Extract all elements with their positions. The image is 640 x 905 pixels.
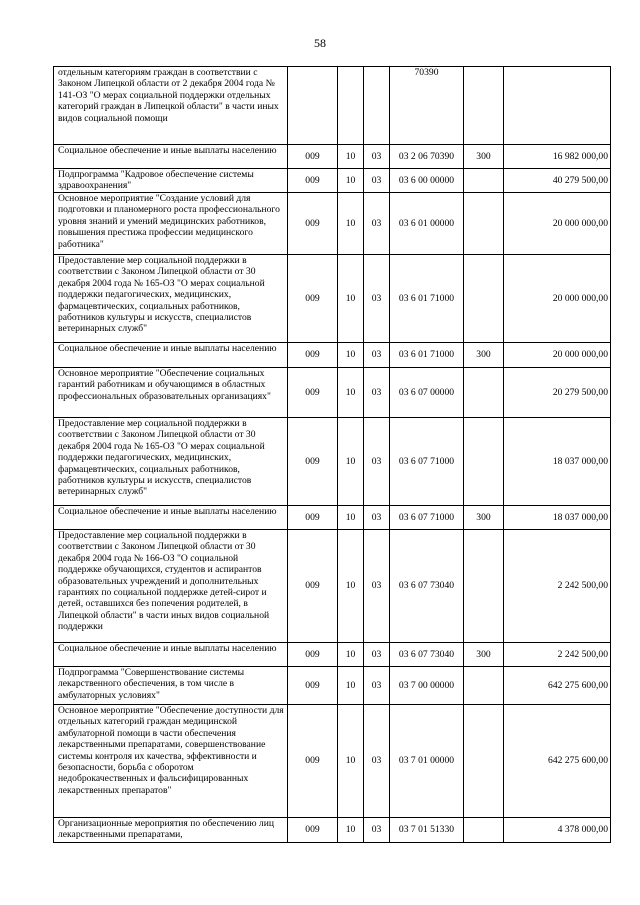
row-pr: 03 (364, 506, 390, 530)
row-rz: 10 (338, 530, 364, 643)
row-pr: 03 (364, 643, 390, 667)
row-pr: 03 (364, 255, 390, 343)
row-vr (464, 667, 504, 705)
row-rz: 10 (338, 145, 364, 169)
row-name: Предоставление мер социальной поддержки в соответствии с Законом Липецкой области от 30 декабря 2004 года № 165-ОЗ "О мерах социальной поддержки педагогических, медицинских, фармацевтических, социальных работников, работников культуры и искусств, специалистов ветеринарных служб" (54, 418, 288, 506)
row-name: Основное мероприятие "Обеспечение социальных гарантий работникам и обучающимся в областных профессиональных образовательных организациях" (54, 368, 288, 418)
row-rz: 10 (338, 193, 364, 255)
row-csr: 03 2 06 70390 (390, 145, 464, 169)
row-rz: 10 (338, 343, 364, 368)
row-sum: 2 242 500,00 (504, 530, 611, 643)
row-csr: 03 6 07 71000 (390, 506, 464, 530)
row-rz: 10 (338, 418, 364, 506)
row-ved: 009 (288, 343, 338, 368)
row-name: отдельным категориям граждан в соответствии с Законом Липецкой области от 2 декабря 2004 года № 141-ОЗ "О мерах социальной поддержки отдельных категорий граждан в Липецкой области" в части иных видов социальной помощи (54, 67, 288, 145)
row-rz (338, 67, 364, 145)
row-ved: 009 (288, 705, 338, 818)
table-row (54, 343, 611, 368)
row-rz: 10 (338, 643, 364, 667)
row-sum: 20 000 000,00 (504, 343, 611, 368)
table-row (54, 368, 611, 418)
row-sum: 20 000 000,00 (504, 255, 611, 343)
row-sum: 2 242 500,00 (504, 643, 611, 667)
row-rz: 10 (338, 705, 364, 818)
table-row (54, 418, 611, 506)
row-name: Социальное обеспечение и иные выплаты населению (54, 506, 288, 530)
table-row (54, 818, 611, 843)
row-pr: 03 (364, 818, 390, 843)
table-row (54, 193, 611, 255)
row-sum: 642 275 600,00 (504, 667, 611, 705)
row-csr: 03 7 01 51330 (390, 818, 464, 843)
row-ved (288, 67, 338, 145)
row-ved: 009 (288, 255, 338, 343)
row-ved: 009 (288, 667, 338, 705)
row-sum: 18 037 000,00 (504, 418, 611, 506)
row-name: Предоставление мер социальной поддержки в соответствии с Законом Липецкой области от 30 декабря 2004 года № 166-ОЗ "О социальной поддержке обучающихся, студентов и аспирантов образовательных учреждений и дополнительных гарантиях по социальной поддержке детей-сирот и детей, оставшихся без попечения родителей, в Липецкой области" в части иных видов социальной поддержки (54, 530, 288, 643)
row-sum: 4 378 000,00 (504, 818, 611, 843)
row-pr (364, 67, 390, 145)
row-vr (464, 67, 504, 145)
row-rz: 10 (338, 506, 364, 530)
row-sum: 18 037 000,00 (504, 506, 611, 530)
row-sum: 20 000 000,00 (504, 193, 611, 255)
row-rz: 10 (338, 255, 364, 343)
row-pr: 03 (364, 667, 390, 705)
row-csr: 03 6 01 00000 (390, 193, 464, 255)
table-row (54, 530, 611, 643)
row-sum (504, 67, 611, 145)
row-pr: 03 (364, 530, 390, 643)
table-row (54, 667, 611, 705)
row-rz: 10 (338, 368, 364, 418)
row-sum: 16 982 000,00 (504, 145, 611, 169)
row-name: Социальное обеспечение и иные выплаты населению (54, 343, 288, 368)
row-vr (464, 368, 504, 418)
table-row (54, 643, 611, 667)
row-sum: 20 279 500,00 (504, 368, 611, 418)
row-name: Подпрограмма "Совершенствование системы лекарственного обеспечения, в том числе в амбулаторных условиях" (54, 667, 288, 705)
row-pr: 03 (364, 169, 390, 193)
row-vr: 300 (464, 145, 504, 169)
budget-table (53, 66, 611, 843)
row-sum: 642 275 600,00 (504, 705, 611, 818)
row-pr: 03 (364, 368, 390, 418)
row-csr: 03 6 01 71000 (390, 255, 464, 343)
row-vr (464, 418, 504, 506)
row-csr: 03 6 07 73040 (390, 530, 464, 643)
row-csr: 03 6 01 71000 (390, 343, 464, 368)
row-csr: 03 6 07 73040 (390, 643, 464, 667)
row-vr: 300 (464, 643, 504, 667)
row-csr: 03 7 01 00000 (390, 705, 464, 818)
row-pr: 03 (364, 418, 390, 506)
row-name: Социальное обеспечение и иные выплаты населению (54, 643, 288, 667)
row-vr (464, 193, 504, 255)
row-ved: 009 (288, 145, 338, 169)
row-rz: 10 (338, 667, 364, 705)
table-row (54, 705, 611, 818)
row-ved: 009 (288, 193, 338, 255)
row-vr (464, 818, 504, 843)
table-row (54, 255, 611, 343)
table-row (54, 169, 611, 193)
table-row (54, 506, 611, 530)
row-csr: 03 7 00 00000 (390, 667, 464, 705)
row-csr: 03 6 07 00000 (390, 368, 464, 418)
row-ved: 009 (288, 169, 338, 193)
row-ved: 009 (288, 418, 338, 506)
row-pr: 03 (364, 705, 390, 818)
table-row (54, 145, 611, 169)
row-vr (464, 530, 504, 643)
row-ved: 009 (288, 506, 338, 530)
page-number: 58 (314, 36, 326, 50)
row-ved: 009 (288, 818, 338, 843)
row-name: Подпрограмма "Кадровое обеспечение системы здравоохранения" (54, 169, 288, 193)
row-csr: 03 6 00 00000 (390, 169, 464, 193)
row-sum: 40 279 500,00 (504, 169, 611, 193)
row-ved: 009 (288, 368, 338, 418)
row-name: Организационные мероприятия по обеспечению лиц лекарственными препаратами, (54, 818, 288, 843)
table-row (54, 67, 611, 145)
row-csr: 70390 (390, 67, 464, 145)
row-name: Социальное обеспечение и иные выплаты населению (54, 145, 288, 169)
row-pr: 03 (364, 145, 390, 169)
row-ved: 009 (288, 530, 338, 643)
row-vr (464, 169, 504, 193)
row-name: Основное мероприятие "Создание условий для подготовки и планомерного роста профессионального уровня знаний и умений медицинских работников, повышения престижа профессии медицинского работника" (54, 193, 288, 255)
row-vr: 300 (464, 343, 504, 368)
row-rz: 10 (338, 818, 364, 843)
row-rz: 10 (338, 169, 364, 193)
row-ved: 009 (288, 643, 338, 667)
row-name: Основное мероприятие "Обеспечение доступности для отдельных категорий граждан медицинской амбулаторной помощи в части обеспечения лекарственными препаратами, совершенствование системы контроля их качества, эффективности и безопасности, борьба с оборотом недоброкачественных и фальсифицированных лекарственных препаратов" (54, 705, 288, 818)
row-pr: 03 (364, 343, 390, 368)
row-vr: 300 (464, 506, 504, 530)
row-vr (464, 255, 504, 343)
row-name: Предоставление мер социальной поддержки в соответствии с Законом Липецкой области от 30 декабря 2004 года № 165-ОЗ "О мерах социальной поддержки педагогических, медицинских, фармацевтических, социальных работников, работников культуры и искусств, специалистов ветеринарных служб" (54, 255, 288, 343)
row-pr: 03 (364, 193, 390, 255)
row-vr (464, 705, 504, 818)
row-csr: 03 6 07 71000 (390, 418, 464, 506)
